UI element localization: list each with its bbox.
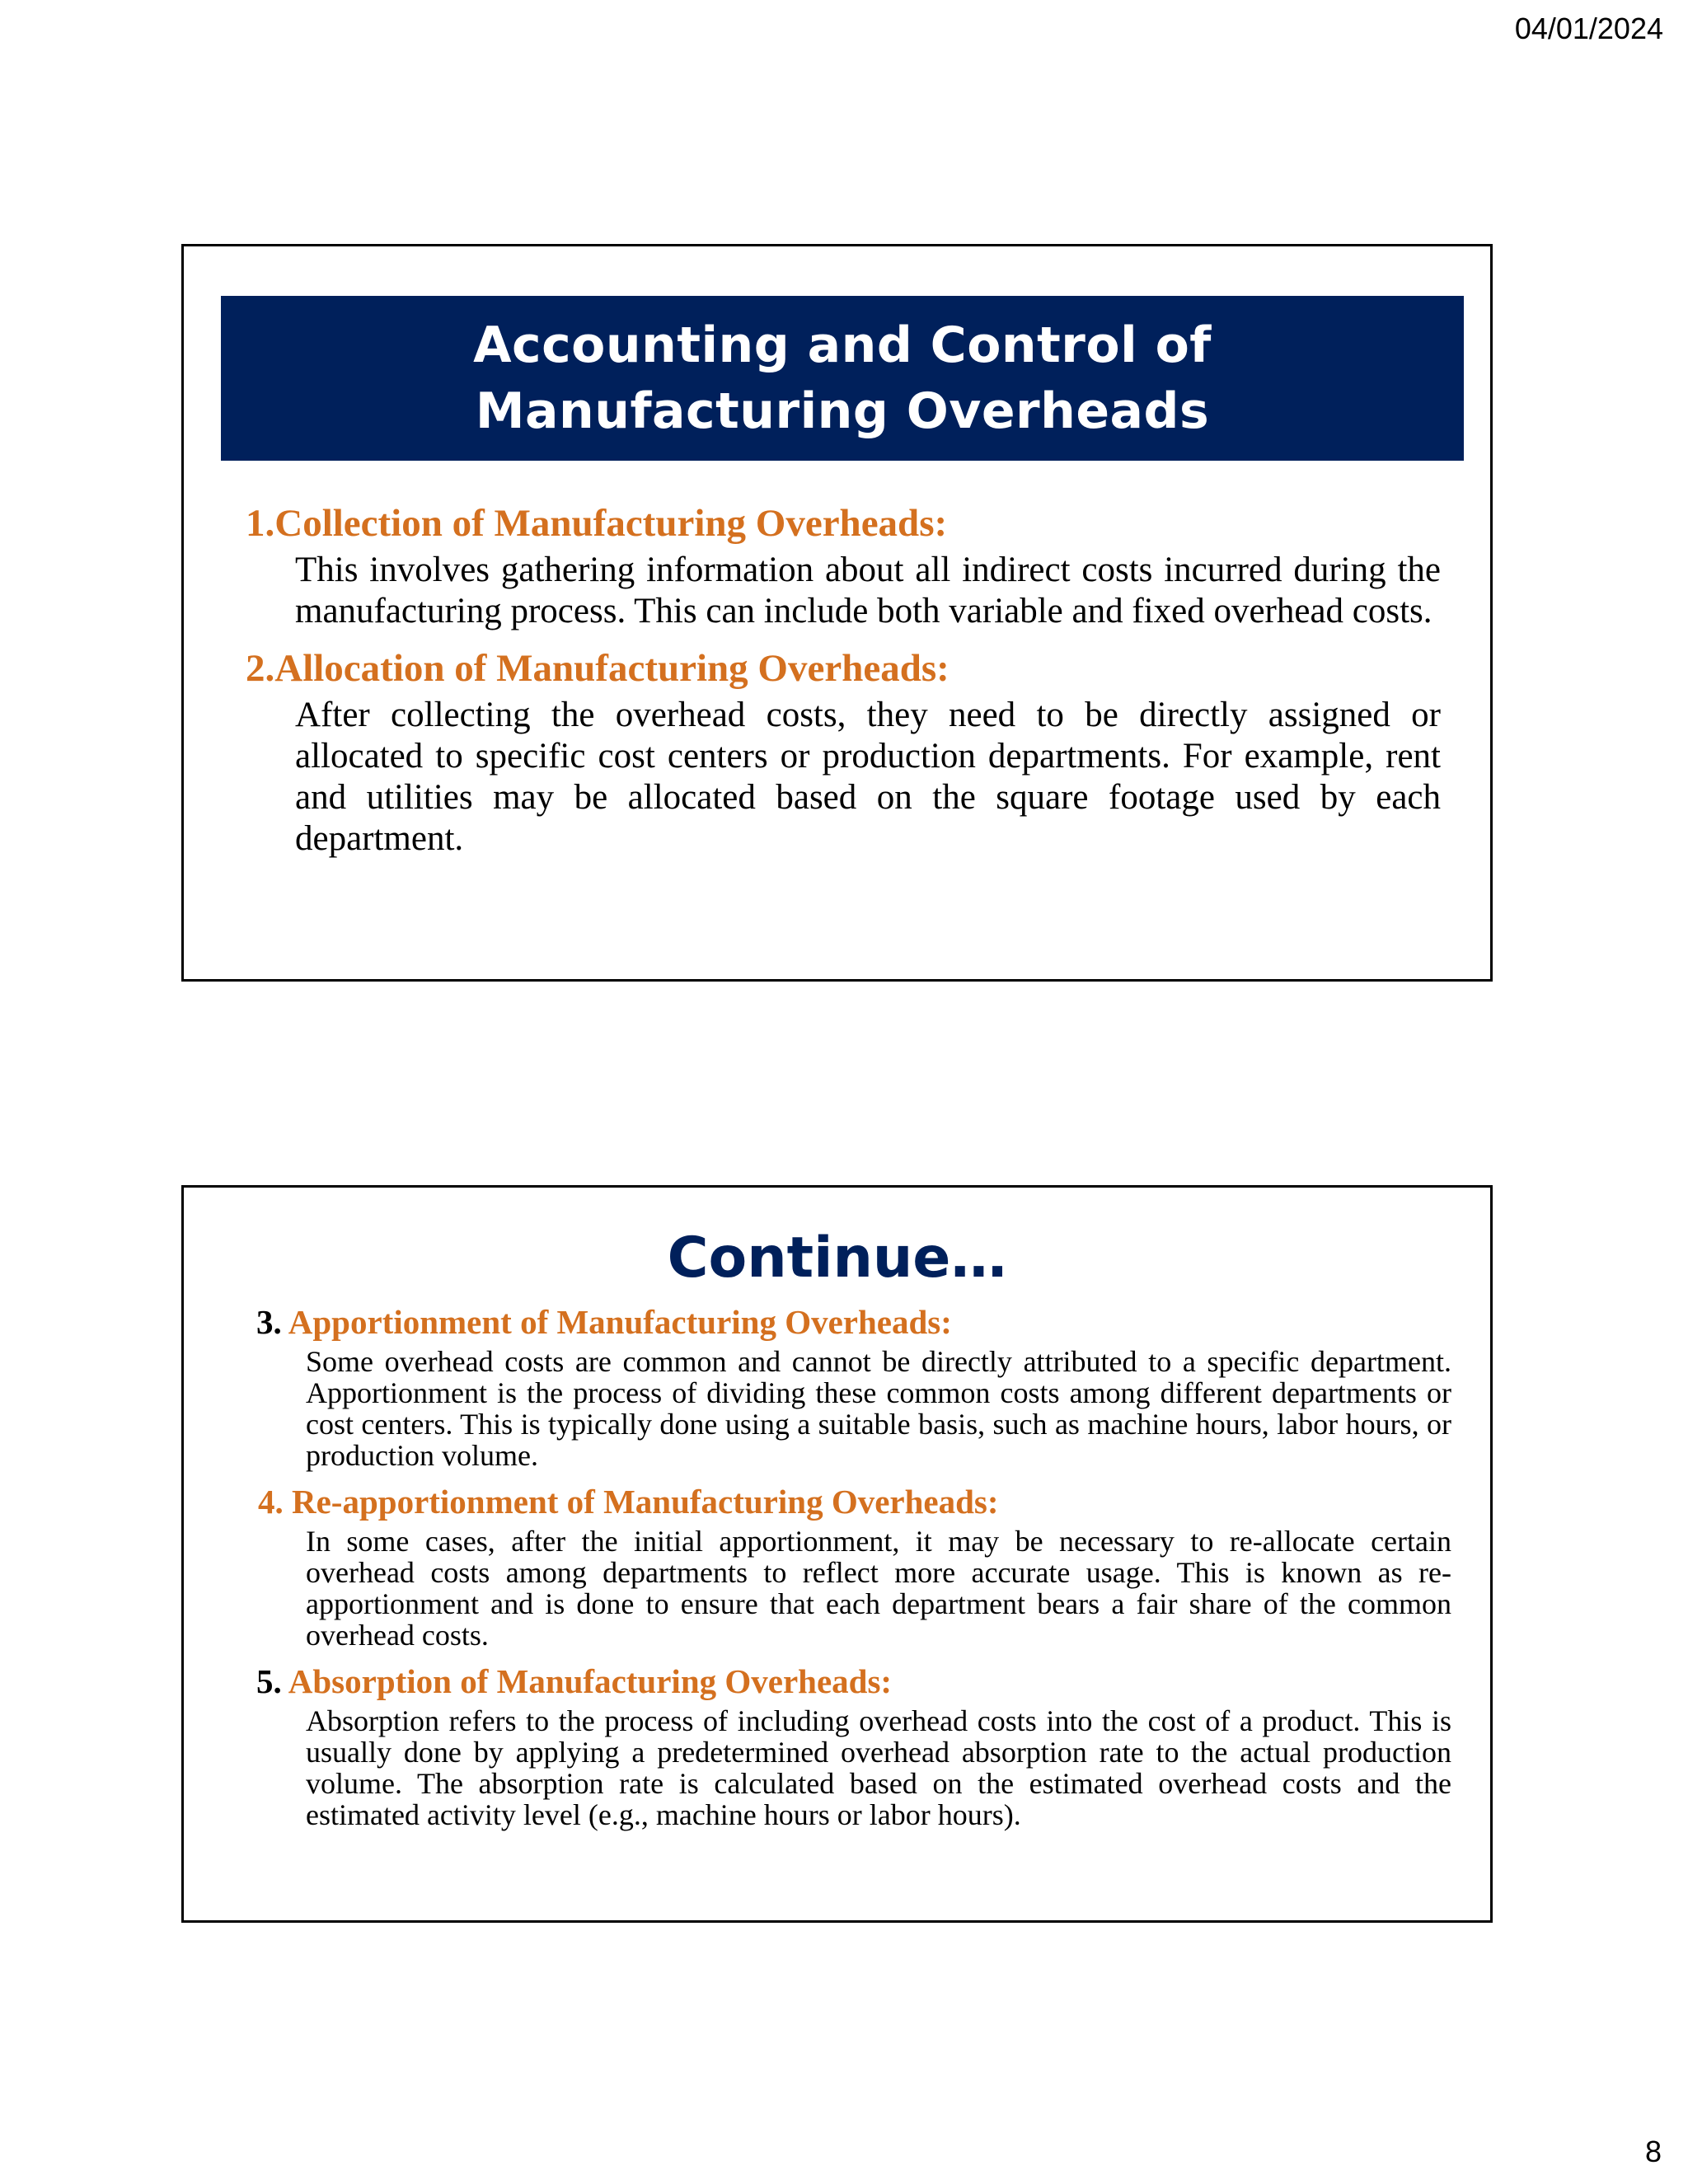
section-number: 3. [256, 1303, 282, 1341]
slide-2 [181, 1185, 1493, 1923]
section-body: After collecting the overhead costs, they need to be directly assigned or allocated to specific cost centers or production departments. For example, rent and utilities may be allocated based on the square footage used by each department. [295, 696, 1441, 858]
slide-1 [181, 244, 1493, 982]
slide-title-banner [221, 296, 1464, 461]
section-heading [256, 1301, 1460, 1343]
section-heading [256, 1661, 1460, 1702]
list-item [256, 1661, 1460, 1830]
slide-title: Accounting and Control of Manufacturing Overheads [473, 316, 1212, 440]
list-item [256, 1481, 1460, 1651]
section-number: 4. [258, 1483, 284, 1521]
section-heading [246, 500, 1441, 546]
section-heading [256, 1481, 1460, 1522]
section-title: Re-apportionment of Manufacturing Overheads: [292, 1483, 999, 1521]
section-heading [246, 645, 1441, 691]
list-item [256, 1301, 1460, 1471]
section-body: Some overhead costs are common and cannot be directly attributed to a specific department. Apportionment is the process of dividing these common costs among different departments or cost centers. This is typically done using a suitable basis, such as machine hours, labor hours, or production volume. [306, 1345, 1451, 1472]
section-number: 5. [256, 1662, 282, 1700]
section-body: In some cases, after the initial apportionment, it may be necessary to re-allocate certain overhead costs among departments to reflect more accurate usage. This is known as re-apportionment and is done to ensure that each department bears a fair share of the common overhead costs. [306, 1525, 1451, 1652]
slide-1-content [246, 500, 1441, 873]
section-body: Absorption refers to the process of including overhead costs into the cost of a product. This is usually done by applying a predetermined overhead absorption rate to the actual production volume. The absorption rate is calculated based on the estimated overhead costs and the estimated activity level (e.g., machine hours or labor hours). [306, 1704, 1451, 1831]
section-title: Apportionment of Manufacturing Overheads: [288, 1303, 952, 1341]
slide-2-content [256, 1301, 1460, 1840]
page-number: 8 [1644, 2135, 1662, 2168]
section-title: Allocation of Manufacturing Overheads: [274, 647, 950, 690]
slide-title: Continue… [667, 1226, 1007, 1291]
section-body: This involves gathering information about all indirect costs incurred during the manufacturing process. This can include both variable and fixed overhead costs. [295, 551, 1441, 630]
section-number: 1. [246, 502, 275, 545]
page-date: 04/01/2024 [1514, 12, 1663, 45]
section-title: Collection of Manufacturing Overheads: [274, 502, 948, 545]
section-title: Absorption of Manufacturing Overheads: [288, 1662, 893, 1700]
section-number: 2. [246, 647, 275, 690]
